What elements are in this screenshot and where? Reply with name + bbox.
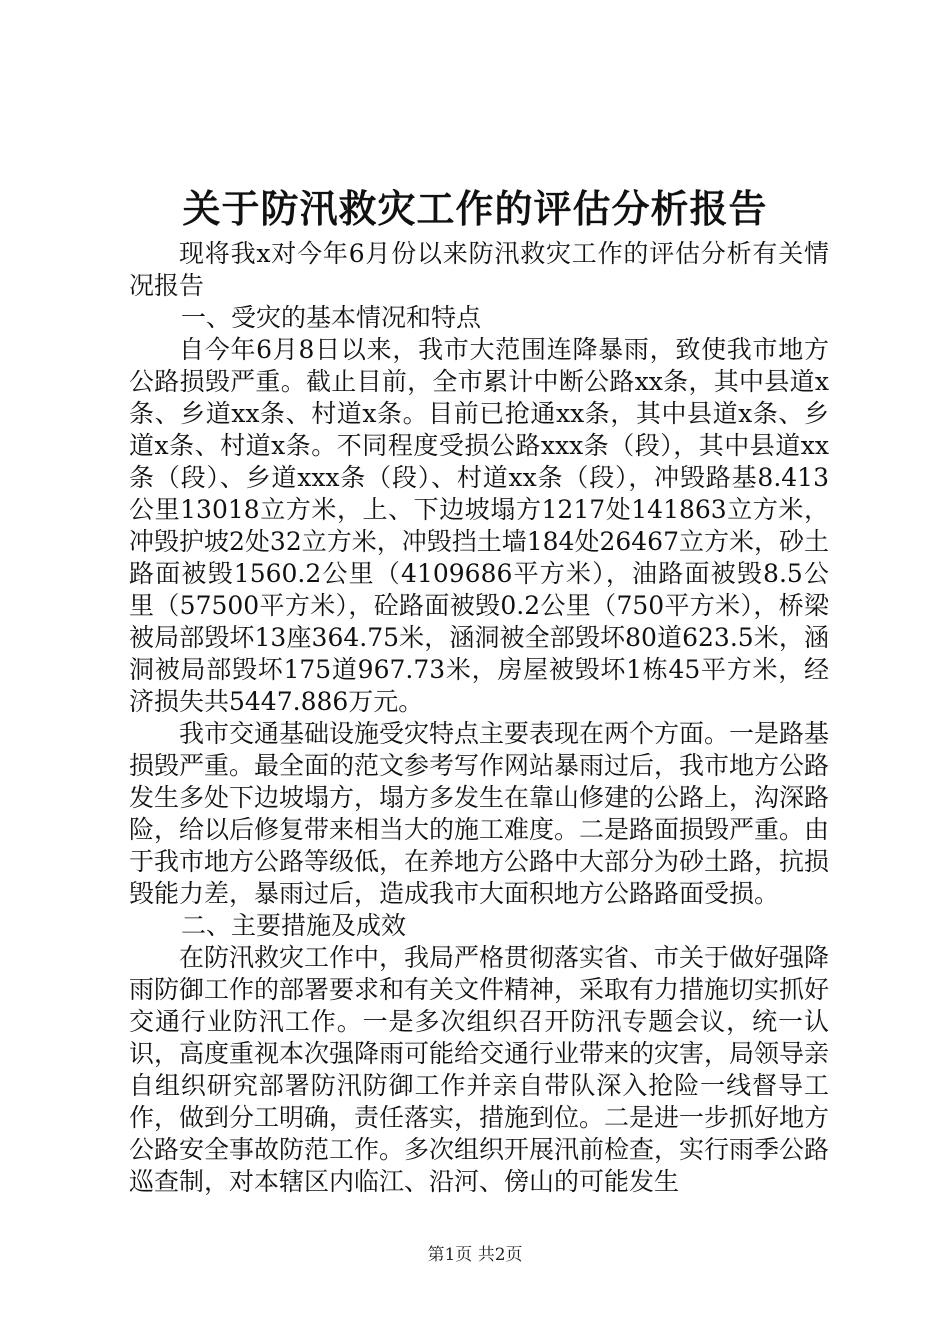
section-heading-2: 二、主要措施及成效 <box>181 911 407 940</box>
page-footer: 第1页 共2页 <box>427 1245 523 1265</box>
section1-paragraph-1: 自今年6月8日以来，我市大范围连降暴雨，致使我市地方公路损毁严重。截止目前，全市累计中断公路xx条，其中县道x条、乡道xx条、村道x条。目前已抢通xx条，其中县道x条、乡道x条、村道x条。不同程度受损公路xxx条（段），其中县道xx条（段）、乡道xxx条（段）、村道xx条（段），冲毁路基8.413公里13018立方米，上、下边坡塌方1217处141863立方米，冲毁护坡2处32立方米，冲毁挡土墙184处26467立方米，砂土路面被毁1560.2公里（4109686平方米），油路面被毁8.5公里（57500平方米），砼路面被毁0.2公里（750平方米），桥梁被局部毁坏13座364.75米，涵洞被全部毁坏80道623.5米，涵洞被局部毁坏175道967.73米，房屋被毁坏1栋45平方米，经济损失共5447.886万元。 <box>129 335 829 716</box>
document-title: 关于防汛救灾工作的评估分析报告 <box>182 186 768 231</box>
section1-paragraph-2: 我市交通基础设施受灾特点主要表现在两个方面。一是路基损毁严重。最全面的范文参考写作网站暴雨过后，我市地方公路发生多处下边坡塌方，塌方多发生在靠山修建的公路上，沟深路险，给以后修复带来相当大的施工难度。二是路面损毁严重。由于我市地方公路等级低，在养地方公路中大部分为砂土路，抗损毁能力差，暴雨过后，造成我市大面积地方公路路面受损。 <box>129 719 830 908</box>
intro-paragraph: 现将我x对今年6月份以来防汛救灾工作的评估分析有关情况报告 <box>129 239 829 300</box>
document-body <box>129 238 829 1198</box>
section-heading-1: 一、受灾的基本情况和特点 <box>181 303 482 332</box>
section2-paragraph-1: 在防汛救灾工作中，我局严格贯彻落实省、市关于做好强降雨防御工作的部署要求和有关文件精神，采取有力措施切实抓好交通行业防汛工作。一是多次组织召开防汛专题会议，统一认识，高度重视本次强降雨可能给交通行业带来的灾害，局领导亲自组织研究部署防汛防御工作并亲自带队深入抢险一线督导工作，做到分工明确，责任落实，措施到位。二是进一步抓好地方公路安全事故防范工作。多次组织开展汛前检查，实行雨季公路巡查制，对本辖区内临江、沿河、傍山的可能发生 <box>129 943 830 1196</box>
